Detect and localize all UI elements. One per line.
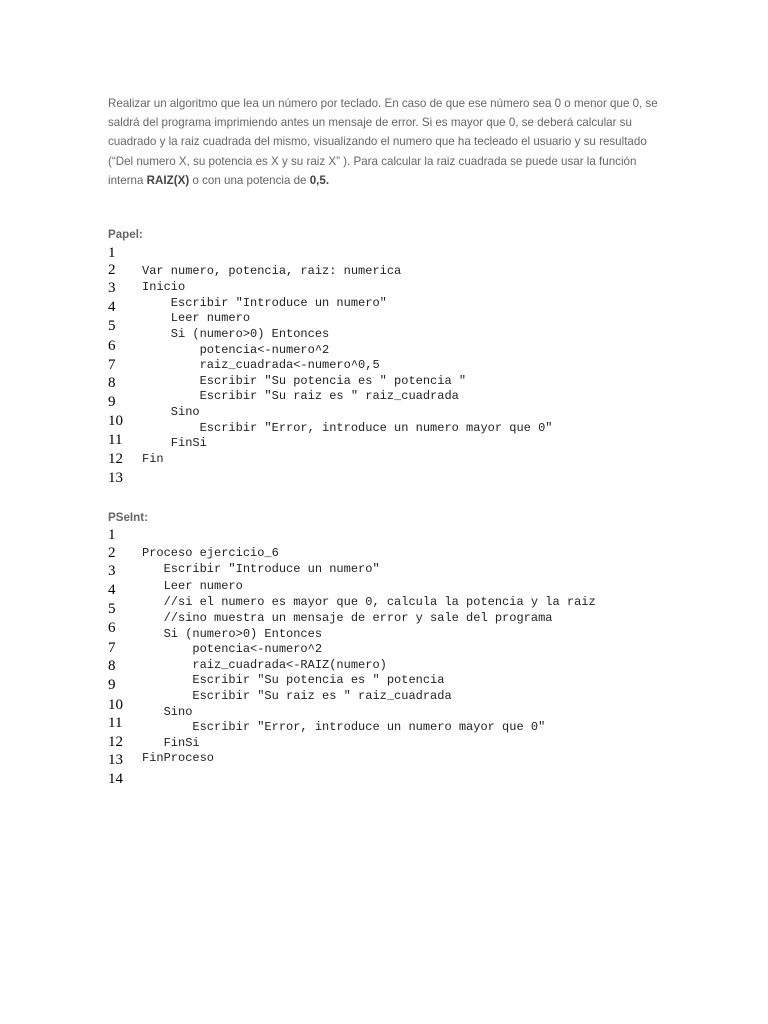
code-line: Sino <box>142 405 200 419</box>
line-number: 8 <box>108 658 116 674</box>
code-line: Escribir "Su raiz es " raiz_cuadrada <box>142 389 459 403</box>
code-line: Escribir "Introduce un numero" <box>142 562 380 576</box>
code-line: Inicio <box>142 280 186 294</box>
line-number: 14 <box>108 771 123 787</box>
line-number: 2 <box>108 262 116 278</box>
line-number: 13 <box>108 470 123 486</box>
line-number: 8 <box>108 375 116 391</box>
line-number: 10 <box>108 413 123 429</box>
line-number: 13 <box>108 752 123 768</box>
code-line: Escribir "Introduce un numero" <box>142 296 387 310</box>
code-line: //sino muestra un mensaje de error y sale del programa <box>142 611 553 625</box>
line-number: 6 <box>108 620 116 636</box>
line-number: 9 <box>108 677 116 693</box>
line-number: 5 <box>108 601 116 617</box>
line-number: 12 <box>108 451 123 467</box>
code-line: raiz_cuadrada<-RAIZ(numero) <box>142 658 387 672</box>
code-line: //si el numero es mayor que 0, calcula la potencia y la raiz <box>142 595 596 609</box>
exercise-statement <box>108 94 668 190</box>
line-number: 1 <box>108 527 116 543</box>
code-line: FinProceso <box>142 751 215 765</box>
line-number: 3 <box>108 563 116 579</box>
code-line: FinSi <box>142 436 207 450</box>
code-line: Sino <box>142 705 193 719</box>
line-number: 9 <box>108 394 116 410</box>
code-line: potencia<-numero^2 <box>142 343 330 357</box>
code-line: Escribir "Error, introduce un numero mayor que 0" <box>142 720 546 734</box>
papel-heading: Papel: <box>108 228 143 241</box>
line-number: 10 <box>108 697 123 713</box>
line-number: 4 <box>108 299 116 315</box>
code-line: Leer numero <box>142 311 251 325</box>
line-number: 3 <box>108 280 116 296</box>
line-number: 6 <box>108 338 116 354</box>
code-line: Si (numero>0) Entonces <box>142 327 330 341</box>
statement-bold-exponent: 0,5. <box>309 173 330 187</box>
code-line: Escribir "Su potencia es " potencia <box>142 673 445 687</box>
line-number: 4 <box>108 582 116 598</box>
code-line: potencia<-numero^2 <box>142 642 323 656</box>
code-line: Leer numero <box>142 579 243 593</box>
code-line: Var numero, potencia, raiz: numerica <box>142 264 402 278</box>
statement-bold-raiz: RAIZ(X) <box>146 173 190 187</box>
code-line: Proceso ejercicio_6 <box>142 546 279 560</box>
line-number: 5 <box>108 318 116 334</box>
statement-text-end: o con una potencia de <box>189 173 310 187</box>
code-line: Escribir "Su raiz es " raiz_cuadrada <box>142 689 452 703</box>
line-number: 7 <box>108 357 116 373</box>
code-line: Fin <box>142 452 164 466</box>
pseint-heading: PSeInt: <box>108 511 148 524</box>
statement-text: Realizar un algoritmo que lea un número por teclado. En caso de que ese número sea 0 o menor que 0, se saldrá del programa imprimiendo antes un mensaje de error. Si es mayor que 0, se deberá calcular su cuadrado y la raiz cuadrada del mismo, visualizando el numero que ha tecleado el usuario y su resultado (“Del numero X, su potencia es X y su raiz X” ). Para calcular la raiz cuadrada se puede usar la función interna <box>108 97 658 187</box>
code-line: raiz_cuadrada<-numero^0,5 <box>142 358 380 372</box>
code-line: Escribir "Error, introduce un numero mayor que 0" <box>142 421 553 435</box>
code-line: FinSi <box>142 736 200 750</box>
line-number: 12 <box>108 734 123 750</box>
code-line: Escribir "Su potencia es " potencia " <box>142 374 467 388</box>
line-number: 1 <box>108 245 116 261</box>
line-number: 11 <box>108 432 123 448</box>
line-number: 7 <box>108 640 116 656</box>
line-number: 2 <box>108 545 116 561</box>
line-number: 11 <box>108 715 123 731</box>
code-line: Si (numero>0) Entonces <box>142 627 323 641</box>
